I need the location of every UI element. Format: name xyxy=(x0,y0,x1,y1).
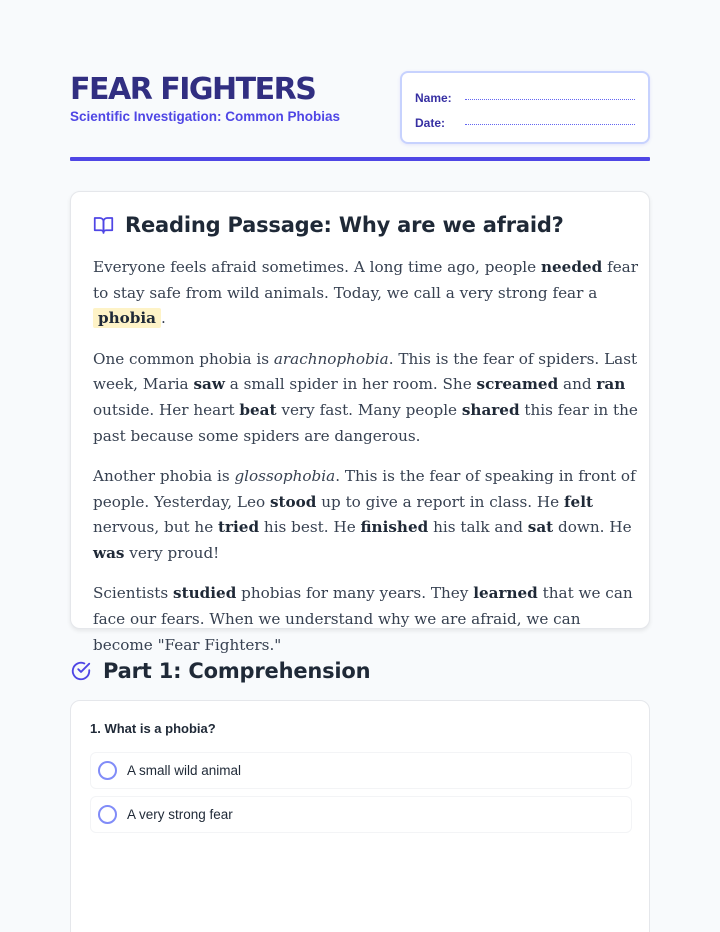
worksheet-header xyxy=(70,70,650,162)
radio-button[interactable] xyxy=(98,805,117,824)
question-card xyxy=(70,700,650,932)
italic-term: glossophobia xyxy=(234,466,336,485)
highlighted-term: phobia xyxy=(93,308,161,328)
passage-text: his talk and xyxy=(428,518,528,537)
passage-text: Another phobia is xyxy=(93,466,235,485)
passage-text: outside. Her heart xyxy=(93,401,240,420)
radio-button[interactable] xyxy=(98,761,117,780)
part1-title: Part 1: Comprehension xyxy=(103,659,371,683)
italic-term: arachnophobia xyxy=(273,349,389,368)
passage-text: very fast. Many people xyxy=(276,401,462,420)
option-label: A very strong fear xyxy=(127,807,233,822)
passage-text: that we can face our fears. When we understand why we are afraid, we can become "Fear Fighters." xyxy=(93,584,633,654)
passage-text: One common phobia is xyxy=(93,349,274,368)
name-label: Name: xyxy=(415,91,452,105)
vocab-word: felt xyxy=(564,492,593,511)
passage-text: very proud! xyxy=(124,544,220,563)
passage-text: phobias for many years. They xyxy=(236,584,474,603)
date-field[interactable] xyxy=(415,114,635,130)
worksheet-title: FEAR FIGHTERS xyxy=(70,72,316,107)
passage-text: down. He xyxy=(553,518,632,537)
vocab-word: ran xyxy=(596,375,626,394)
passage-body xyxy=(93,255,638,673)
passage-text: and xyxy=(558,375,597,394)
date-label: Date: xyxy=(415,116,446,130)
name-date-box xyxy=(400,71,650,144)
check-circle-icon xyxy=(70,660,92,682)
vocab-word: was xyxy=(93,544,125,563)
answer-option[interactable] xyxy=(90,752,632,789)
part1-heading xyxy=(70,659,370,683)
vocab-word: sat xyxy=(527,518,554,537)
passage-heading xyxy=(93,213,564,237)
book-open-icon xyxy=(93,216,114,234)
passage-text: up to give a report in class. He xyxy=(316,492,564,511)
passage-title: Reading Passage: Why are we afraid? xyxy=(125,213,564,237)
name-field[interactable] xyxy=(415,89,635,105)
passage-text: his best. He xyxy=(259,518,361,537)
date-line[interactable] xyxy=(465,124,635,125)
passage-text: . This is the fear of speaking in front of people. Yesterday, Leo xyxy=(93,466,636,511)
vocab-word: stood xyxy=(269,492,317,511)
passage-text: Scientists xyxy=(93,584,174,603)
vocab-word: screamed xyxy=(476,375,559,394)
passage-paragraph xyxy=(93,347,638,450)
vocab-word: tried xyxy=(218,518,260,537)
worksheet-subtitle: Scientific Investigation: Common Phobias xyxy=(70,109,341,124)
passage-paragraph xyxy=(93,581,638,658)
name-line[interactable] xyxy=(465,99,635,100)
vocab-word: saw xyxy=(193,375,225,394)
vocab-word: studied xyxy=(173,584,237,603)
vocab-word: needed xyxy=(540,258,603,276)
option-label: A small wild animal xyxy=(127,763,242,778)
passage-paragraph xyxy=(93,464,638,567)
passage-text: Everyone feels afraid sometimes. A long time ago, people xyxy=(93,258,541,276)
reading-passage-card xyxy=(70,191,650,654)
vocab-word: beat xyxy=(239,401,277,420)
passage-text: a small spider in her room. She xyxy=(224,375,477,394)
question-text: 1. What is a phobia? xyxy=(90,721,216,736)
passage-text: . This is the fear of spiders. Last week, Maria xyxy=(93,349,638,394)
passage-text: fear to stay safe from wild animals. Today, we call a very strong fear a xyxy=(93,258,639,302)
vocab-word: shared xyxy=(461,401,520,420)
answer-option[interactable] xyxy=(90,796,632,833)
header-divider xyxy=(70,157,650,161)
vocab-word: learned xyxy=(473,584,538,603)
vocab-word: finished xyxy=(360,518,429,537)
passage-text: nervous, but he xyxy=(93,518,219,537)
passage-text: this fear in the past because some spiders are dangerous. xyxy=(93,401,638,445)
passage-paragraph xyxy=(93,255,638,332)
passage-text: . xyxy=(161,309,166,328)
